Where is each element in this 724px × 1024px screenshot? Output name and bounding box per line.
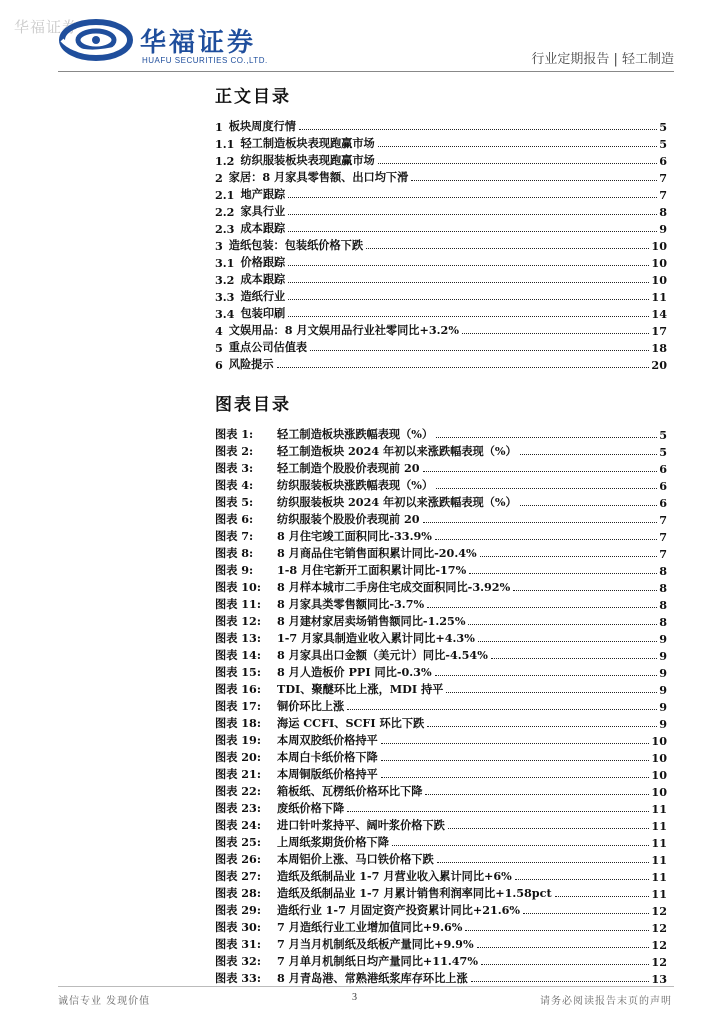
figure-entry[interactable] [215,510,667,527]
toc-entry[interactable] [215,202,667,219]
toc-entry[interactable] [215,253,667,270]
entry-title: 铜价环比上涨 [277,699,345,713]
entry-number: 3.1 [215,256,235,270]
dot-leader [446,692,657,693]
dot-leader [347,811,649,812]
dot-leader [425,794,649,795]
dot-leader [427,726,657,727]
dot-leader [381,743,650,744]
entry-page-number: 12 [651,938,667,952]
entry-number: 3.2 [215,273,235,287]
figure-entry[interactable] [215,748,667,765]
entry-number: 2.2 [215,205,235,219]
entry-page-number: 11 [651,290,667,304]
entry-page-number: 9 [659,700,667,714]
entry-title: 重点公司估值表 [228,340,308,354]
dot-leader [423,471,658,472]
dot-leader [347,709,657,710]
entry-title: 地产跟踪 [240,187,286,201]
entry-page-number: 9 [659,632,667,646]
entry-title: 1-8 月住宅新开工面积累计同比-17% [277,563,467,577]
entry-page-number: 10 [651,768,667,782]
entry-number: 图表 18: [215,716,261,730]
dot-leader [462,333,649,334]
figure-entry[interactable] [215,578,667,595]
entry-title: 造纸及纸制品业 1-7 月营业收入累计同比+6% [277,869,512,883]
entry-number: 图表 13: [215,631,261,645]
entry-page-number: 6 [659,154,667,168]
dot-leader [310,350,649,351]
dot-leader [469,573,657,574]
toc-entry[interactable] [215,185,667,202]
entry-page-number: 6 [659,462,667,476]
dot-leader [299,129,657,130]
dot-leader [523,913,649,914]
entry-number: 图表 11: [215,597,261,611]
entry-title: 板块周度行情 [228,119,296,133]
entry-title: 轻工制造个股股价表现前 20 [277,461,420,475]
entry-number: 图表 14: [215,648,261,662]
entry-page-number: 10 [651,256,667,270]
dot-leader [392,845,650,846]
entry-number: 图表 2: [215,444,254,458]
figure-entry[interactable] [215,476,667,493]
figure-entry[interactable] [215,442,667,459]
entry-number: 5 [215,341,223,355]
entry-page-number: 11 [651,836,667,850]
dot-leader [366,248,649,249]
entry-page-number: 9 [659,683,667,697]
entry-title: 纺织服装板块涨跌幅表现（%） [277,478,434,492]
entry-page-number: 5 [659,137,667,151]
figure-entry[interactable] [215,714,667,731]
entry-title: 箱板纸、瓦楞纸价格环比下降 [277,784,423,798]
dot-leader [520,454,657,455]
figure-entry[interactable] [215,544,667,561]
entry-title: 8 月人造板价 PPI 同比-0.3% [277,665,432,679]
entry-page-number: 9 [659,222,667,236]
dot-leader [288,316,649,317]
footer-divider [58,986,674,987]
figure-entry[interactable] [215,646,667,663]
entry-title: 8 月建材家居卖场销售额同比-1.25% [277,614,466,628]
entry-page-number: 7 [659,171,667,185]
figure-entry[interactable] [215,561,667,578]
dot-leader [288,265,649,266]
dot-leader [478,641,657,642]
dot-leader [411,180,657,181]
entry-number: 图表 12: [215,614,261,628]
entry-title: 纺织服装板块表现跑赢市场 [240,153,375,167]
huafu-logo-icon [58,18,136,62]
entry-number: 3.4 [215,307,235,321]
entry-number: 图表 25: [215,835,261,849]
figure-entry[interactable] [215,425,667,442]
dot-leader [435,675,658,676]
figure-entry[interactable] [215,969,667,986]
entry-title: 成本跟踪 [240,272,286,286]
entry-title: 8 月商品住宅销售面积累计同比-20.4% [277,546,477,560]
entry-title: 进口针叶浆持平、阔叶浆价格下跌 [277,818,445,832]
figure-entry[interactable] [215,765,667,782]
entry-number: 图表 32: [215,954,261,968]
entry-page-number: 12 [651,904,667,918]
figure-entry[interactable] [215,850,667,867]
entry-title: 本周铝价上涨、马口铁价格下跌 [277,852,434,866]
entry-title: 家居：8 月家具零售额、出口均下滑 [228,170,409,184]
entry-page-number: 6 [659,496,667,510]
dot-leader [288,282,649,283]
entry-number: 图表 27: [215,869,261,883]
entry-title: 废纸价格下降 [277,801,345,815]
dot-leader [378,163,657,164]
entry-number: 图表 22: [215,784,261,798]
entry-title: 家具行业 [240,204,286,218]
dot-leader [435,539,657,540]
entry-number: 图表 8: [215,546,254,560]
entry-title: 风险提示 [228,357,274,371]
logo-chinese-name: 华福证券 [140,28,257,58]
entry-number: 1 [215,120,223,134]
entry-number: 3.3 [215,290,235,304]
dot-leader [277,367,650,368]
toc-entry[interactable] [215,321,667,338]
entry-page-number: 10 [651,734,667,748]
dot-leader [423,522,658,523]
entry-title: 8 月家具类零售额同比-3.7% [277,597,425,611]
figure-entry[interactable] [215,612,667,629]
figure-entry[interactable] [215,884,667,901]
entry-page-number: 11 [651,870,667,884]
entry-title: 8 月样本城市二手房住宅成交面积同比-3.92% [277,580,511,594]
entry-title: 造纸行业 [240,289,286,303]
entry-page-number: 8 [659,598,667,612]
dot-leader [481,964,649,965]
entry-number: 图表 31: [215,937,261,951]
entry-page-number: 11 [651,819,667,833]
entry-page-number: 5 [659,445,667,459]
entry-page-number: 7 [659,530,667,544]
entry-number: 图表 26: [215,852,261,866]
entry-page-number: 5 [659,120,667,134]
entry-number: 1.1 [215,137,235,151]
report-category: 行业定期报告 | 轻工制造 [531,52,674,67]
entry-page-number: 7 [659,547,667,561]
table-of-contents [215,117,667,372]
entry-page-number: 7 [659,188,667,202]
entry-number: 1.2 [215,154,235,168]
dot-leader [491,658,657,659]
dot-leader [288,299,649,300]
toc-entry[interactable] [215,304,667,321]
entry-page-number: 9 [659,649,667,663]
dot-leader [468,624,657,625]
entry-title: 上周纸浆期货价格下降 [277,835,389,849]
dot-leader [520,505,657,506]
entry-title: 造纸包装：包装纸价格下跌 [228,238,364,252]
figure-entry[interactable] [215,833,667,850]
entry-title: 本周双胶纸价格持平 [277,733,378,747]
entry-title: 包装印刷 [240,306,286,320]
entry-title: 1-7 月家具制造业收入累计同比+4.3% [277,631,475,645]
figure-entry[interactable] [215,935,667,952]
entry-title: 本周铜版纸价格持平 [277,767,378,781]
entry-number: 图表 3: [215,461,254,475]
entry-page-number: 12 [651,955,667,969]
entry-page-number: 10 [651,273,667,287]
dot-leader [381,760,650,761]
header-divider [58,71,674,72]
toc-title: 正文目录 [215,87,291,107]
page-header [58,18,674,68]
entry-number: 图表 15: [215,665,261,679]
dot-leader [427,607,657,608]
entry-page-number: 8 [659,581,667,595]
toc-entry[interactable] [215,168,667,185]
entry-page-number: 8 [659,615,667,629]
entry-title: 轻工制造板块表现跑赢市场 [240,136,375,150]
dot-leader [381,777,650,778]
entry-title: 7 月造纸行业工业增加值同比+9.6% [277,920,463,934]
entry-page-number: 11 [651,853,667,867]
page-number: 3 [352,992,357,1003]
toc-entry[interactable] [215,134,667,151]
figure-entry[interactable] [215,782,667,799]
entry-page-number: 18 [651,341,667,355]
entry-page-number: 9 [659,717,667,731]
entry-number: 图表 7: [215,529,254,543]
logo-english-name: HUAFU SECURITIES CO.,LTD. [142,56,268,65]
entry-title: 纺织服装个股股价表现前 20 [277,512,420,526]
entry-number: 图表 19: [215,733,261,747]
dot-leader [378,146,657,147]
entry-number: 图表 6: [215,512,254,526]
entry-page-number: 10 [651,785,667,799]
figure-entry[interactable] [215,799,667,816]
entry-page-number: 13 [651,972,667,986]
entry-title: 8 月青岛港、常熟港纸浆库存环比上涨 [277,971,468,985]
figure-entry[interactable] [215,731,667,748]
entry-number: 图表 30: [215,920,261,934]
entry-page-number: 9 [659,666,667,680]
dot-leader [471,981,650,982]
figure-entry[interactable] [215,595,667,612]
entry-page-number: 17 [651,324,667,338]
figure-entry[interactable] [215,952,667,969]
figure-entry[interactable] [215,816,667,833]
entry-number: 图表 28: [215,886,261,900]
entry-page-number: 6 [659,479,667,493]
dot-leader [465,930,649,931]
entry-page-number: 12 [651,921,667,935]
dot-leader [477,947,650,948]
entry-title: 价格跟踪 [240,255,286,269]
entry-title: 本周白卡纸价格下降 [277,750,378,764]
figure-entry[interactable] [215,680,667,697]
entry-number: 图表 20: [215,750,261,764]
dot-leader [515,879,650,880]
figure-entry[interactable] [215,629,667,646]
figure-list [215,425,667,986]
entry-page-number: 8 [659,564,667,578]
entry-number: 图表 10: [215,580,261,594]
dot-leader [437,862,650,863]
figure-entry[interactable] [215,697,667,714]
entry-title: 造纸及纸制品业 1-7 月累计销售利润率同比+1.58pct [277,886,552,900]
toc-entry[interactable] [215,287,667,304]
entry-title: 造纸行业 1-7 月固定资产投资累计同比+21.6% [277,903,521,917]
entry-number: 图表 21: [215,767,261,781]
entry-title: 轻工制造板块涨跌幅表现（%） [277,427,434,441]
entry-number: 2.3 [215,222,235,236]
footer-disclaimer: 请务必阅读报告末页的声明 [540,996,672,1007]
toc-entry[interactable] [215,355,667,372]
entry-page-number: 11 [651,887,667,901]
dot-leader [288,231,657,232]
entry-number: 3 [215,239,223,253]
entry-page-number: 11 [651,802,667,816]
toc-entry[interactable] [215,236,667,253]
footer-slogan: 诚信专业 发现价值 [58,996,151,1007]
entry-number: 图表 9: [215,563,254,577]
entry-number: 图表 1: [215,427,254,441]
entry-page-number: 5 [659,428,667,442]
dot-leader [288,214,657,215]
dot-leader [513,590,657,591]
entry-page-number: 10 [651,751,667,765]
entry-number: 图表 23: [215,801,261,815]
dot-leader [448,828,650,829]
entry-number: 4 [215,324,223,338]
entry-number: 2.1 [215,188,235,202]
entry-title: 7 月单月机制纸日均产量同比+11.47% [277,954,478,968]
figure-list-title: 图表目录 [215,395,291,415]
dot-leader [288,197,657,198]
toc-entry[interactable] [215,338,667,355]
figure-entry[interactable] [215,867,667,884]
dot-leader [555,896,650,897]
toc-entry[interactable] [215,219,667,236]
figure-entry[interactable] [215,663,667,680]
entry-number: 图表 5: [215,495,254,509]
entry-number: 图表 4: [215,478,254,492]
entry-number: 图表 17: [215,699,261,713]
entry-page-number: 10 [651,239,667,253]
dot-leader [436,437,657,438]
entry-page-number: 14 [651,307,667,321]
figure-entry[interactable] [215,493,667,510]
entry-page-number: 7 [659,513,667,527]
entry-number: 图表 33: [215,971,261,985]
entry-title: 8 月住宅竣工面积同比-33.9% [277,529,432,543]
toc-entry[interactable] [215,151,667,168]
figure-entry[interactable] [215,918,667,935]
entry-title: 海运 CCFI、SCFI 环比下跌 [277,716,425,730]
toc-entry[interactable] [215,117,667,134]
entry-title: TDI、聚醚环比上涨，MDI 持平 [277,682,444,696]
dot-leader [480,556,658,557]
entry-number: 2 [215,171,223,185]
entry-title: 文娱用品：8 月文娱用品行业社零同比+3.2% [228,323,459,337]
entry-title: 轻工制造板块 2024 年初以来涨跌幅表现（%） [277,444,517,458]
entry-title: 7 月当月机制纸及纸板产量同比+9.9% [277,937,474,951]
entry-number: 6 [215,358,223,372]
watermark: 华福证券 [14,18,79,36]
figure-entry[interactable] [215,459,667,476]
figure-entry[interactable] [215,527,667,544]
figure-entry[interactable] [215,901,667,918]
entry-number: 图表 24: [215,818,261,832]
entry-title: 成本跟踪 [240,221,286,235]
entry-number: 图表 16: [215,682,261,696]
entry-number: 图表 29: [215,903,261,917]
entry-title: 纺织服装板块 2024 年初以来涨跌幅表现（%） [277,495,517,509]
entry-page-number: 20 [651,358,667,372]
toc-entry[interactable] [215,270,667,287]
entry-page-number: 8 [659,205,667,219]
entry-title: 8 月家具出口金额（美元计）同比-4.54% [277,648,488,662]
dot-leader [436,488,657,489]
